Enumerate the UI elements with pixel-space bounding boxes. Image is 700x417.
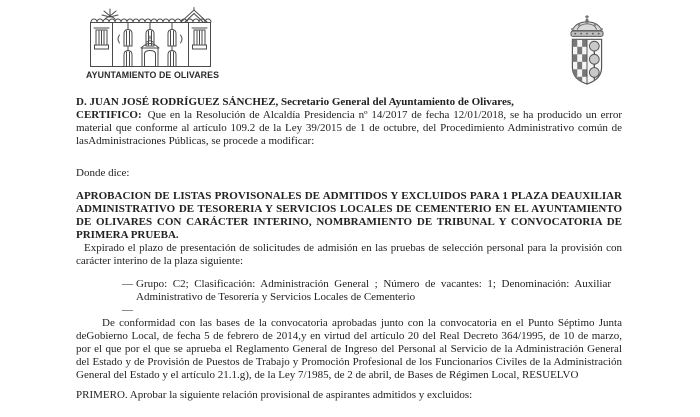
list-dash: — — [122, 278, 133, 290]
townhall-building-icon — [88, 6, 213, 68]
coat-of-arms-block — [565, 14, 609, 93]
vacancy-details: Grupo: C2; Clasificación: Administración General ; Número de vacantes: 1; Denominación: Auxiliar Administrativo de Tesorería y Servicios Locales de Cementerio — [136, 278, 611, 303]
secretary-name-line: D. JUAN JOSÉ RODRÍGUEZ SÁNCHEZ, Secretario General del Ayuntamiento de Olivares, — [76, 96, 514, 108]
expirado-paragraph: Expirado el plazo de presentación de solicitudes de admisión en las pruebas de selección personal para la provisión con carácter interino de la plaza siguiente: — [76, 242, 622, 267]
certifico-text: Que en la Resolución de Alcaldía Presidencia nº 14/2017 de fecha 12/01/2018, se ha producido un error material que conforme al artículo 109.2 de la Ley 39/2015 de 1 de octubre, del Procedimiento Administrativo común de lasAdministraciones Públicas, se procede a modificar: — [76, 109, 622, 147]
olivares-coat-of-arms-icon — [565, 14, 609, 88]
primero-paragraph: PRIMERO. Aprobar la siguiente relación provisional de aspirantes admitidos y excluidos: — [76, 389, 473, 401]
certifico-label: CERTIFICO: — [76, 109, 142, 121]
resolution-heading: APROBACION DE LISTAS PROVISONALES DE ADMITIDOS Y EXCLUIDOS PARA 1 PLAZA DEAUXILIAR ADMINISTRATIVO DE TESORERIA Y SERVICIOS LOCALES DE CEMENTERIO EN EL AYUNTAMIENTO DE OLIVARES CON CARÁCTER INTERINO, NOMBRAMIENTO DE TRIBUNAL Y CONVOCATORIA DE PRIMERA PRUEBA. — [76, 190, 622, 241]
townhall-logo-caption: AYUNTAMIENTO DE OLIVARES — [86, 70, 220, 80]
townhall-letterhead — [86, 6, 220, 80]
legal-basis-paragraph: De conformidad con las bases de la convocatoria aprobadas junto con la convocatoria en el Punto Séptimo Junta deGobierno Local, de fecha 5 de febrero de 2014,y en virtud del artículo 20 del Real Decreto 364/1995, de 10 de marzo, por el que por el que se aprueba el Reglamento General de Ingreso del Personal al Servicio de la Administración General del Estado y de Provisión de Puestos de Trabajo y Promoción Profesional de los Funcionarios Civiles de la Administración General del Estado y el artículo 21.1.g), de la Ley 7/1985, de 2 de abril, de Bases de Régimen Local, RESUELVO — [76, 317, 622, 381]
empty-list-dash: — — [122, 304, 133, 316]
document-body — [76, 96, 622, 402]
vacancy-list-item — [122, 278, 611, 304]
donde-dice-line: Donde dice: — [76, 167, 130, 179]
intro-paragraph — [76, 96, 622, 148]
